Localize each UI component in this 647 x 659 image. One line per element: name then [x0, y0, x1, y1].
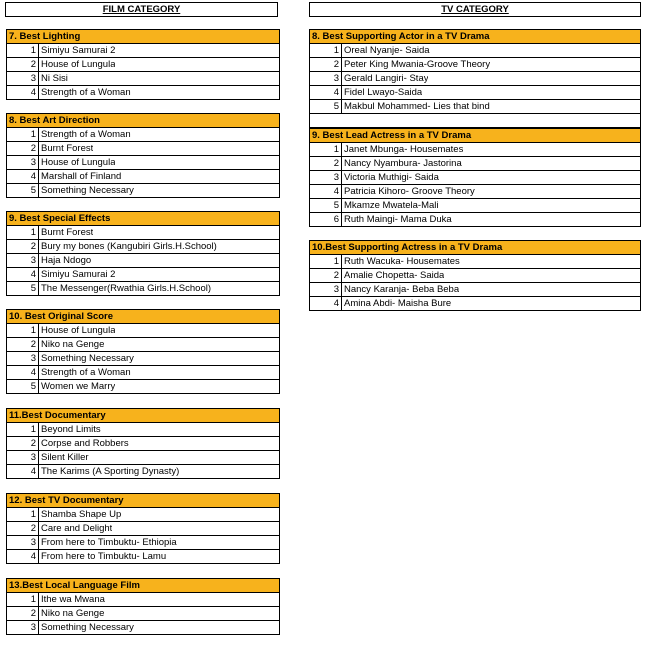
nominee-name: Amalie Chopetta- Saida [344, 270, 445, 281]
nominee-number: 3 [310, 171, 342, 184]
nominee-row [7, 338, 279, 352]
category-title: 12. Best TV Documentary [7, 494, 279, 508]
nominee-name: House of Lungula [41, 325, 116, 336]
nominee-number: 1 [7, 128, 39, 141]
category-title: 13.Best Local Language Film [7, 579, 279, 593]
nominee-row [7, 128, 279, 142]
nominee-name: Burnt Forest [41, 227, 94, 238]
nominee-name: Amina Abdi- Maisha Bure [344, 298, 452, 309]
nominee-name: Mkamze Mwatela-Mali [344, 200, 439, 211]
nominee-name: Ithe wa Mwana [41, 594, 105, 605]
nominee-name: Makbul Mohammed- Lies that bind [344, 101, 490, 112]
nominee-row [7, 593, 279, 607]
nominee-row [7, 465, 279, 479]
nominee-name: Bury my bones (Kangubiri Girls.H.School) [41, 241, 217, 252]
nominee-row [310, 100, 640, 114]
nominee-row [7, 226, 279, 240]
nominee-number: 3 [7, 352, 39, 365]
nominee-name: Ruth Maingi- Mama Duka [344, 214, 452, 225]
nominee-name: Janet Mbunga- Housemates [344, 144, 464, 155]
nominee-number: 2 [310, 269, 342, 282]
nominee-number: 1 [7, 423, 39, 436]
nominee-number: 3 [7, 254, 39, 267]
nominee-number: 3 [7, 536, 39, 549]
nominee-row [7, 282, 279, 296]
nominee-number: 1 [7, 324, 39, 337]
nominee-number: 2 [7, 522, 39, 535]
nominee-row [7, 451, 279, 465]
nominee-name: Nancy Nyambura- Jastorina [344, 158, 462, 169]
nominee-name: Shamba Shape Up [41, 509, 122, 520]
award-category [309, 240, 641, 311]
nominee-name: Niko na Genge [41, 608, 105, 619]
nominee-number: 1 [7, 593, 39, 606]
nominee-row [7, 324, 279, 338]
award-category [309, 29, 641, 128]
nominee-row [7, 240, 279, 254]
nominee-name: Nancy Karanja- Beba Beba [344, 284, 460, 295]
nominee-row [310, 213, 640, 227]
nominee-row [310, 185, 640, 199]
nominee-name: Ruth Wacuka- Housemates [344, 256, 460, 267]
nominee-name: Victoria Muthigi- Saida [344, 172, 439, 183]
nominee-name: From here to Timbuktu- Ethiopia [41, 537, 177, 548]
nominee-name: House of Lungula [41, 157, 116, 168]
nominee-row [7, 621, 279, 635]
nominee-row [7, 184, 279, 198]
nominee-number: 4 [7, 550, 39, 563]
category-title: 7. Best Lighting [7, 30, 279, 44]
nominee-row [310, 44, 640, 58]
nominee-number: 1 [7, 508, 39, 521]
nominee-name: Marshall of Finland [41, 171, 122, 182]
nominee-name: The Karims (A Sporting Dynasty) [41, 466, 180, 477]
nominee-row [310, 255, 640, 269]
nominee-number: 3 [7, 451, 39, 464]
nominee-name: Strength of a Woman [41, 87, 131, 98]
nominee-number: 1 [7, 226, 39, 239]
nominee-row [310, 171, 640, 185]
nominee-number: 1 [310, 44, 342, 57]
award-category [6, 408, 280, 479]
nominee-number: 1 [7, 44, 39, 57]
award-category [6, 309, 280, 394]
nominee-number: 4 [310, 86, 342, 99]
award-category [6, 578, 280, 635]
nominee-number: 4 [7, 170, 39, 183]
tv-category-column [309, 29, 641, 311]
nominee-row [7, 72, 279, 86]
nominee-number: 3 [7, 156, 39, 169]
film-category-column [6, 29, 280, 635]
nominee-row [7, 366, 279, 380]
award-category [6, 113, 280, 198]
nominee-row [7, 380, 279, 394]
nominee-name: Niko na Genge [41, 339, 105, 350]
nominee-row [310, 72, 640, 86]
nominee-number: 2 [310, 58, 342, 71]
nominee-number: 2 [7, 58, 39, 71]
nominee-number: 2 [7, 240, 39, 253]
nominee-row [310, 199, 640, 213]
nominee-number: 3 [310, 72, 342, 85]
nominee-name: Patricia Kihoro- Groove Theory [344, 186, 475, 197]
nominee-name: Women we Marry [41, 381, 116, 392]
nominee-name: Simiyu Samurai 2 [41, 45, 116, 56]
nominee-row [310, 157, 640, 171]
nominee-row [7, 522, 279, 536]
nominee-row [7, 156, 279, 170]
nominee-row [310, 86, 640, 100]
nominee-row [7, 536, 279, 550]
nominee-row [7, 86, 279, 100]
nominee-row [7, 508, 279, 522]
nominee-row [7, 352, 279, 366]
nominee-row [7, 607, 279, 621]
nominee-name: Corpse and Robbers [41, 438, 129, 449]
nominee-row [310, 269, 640, 283]
nominee-number: 3 [310, 283, 342, 296]
nominee-number: 6 [310, 213, 342, 226]
nominee-row [7, 142, 279, 156]
nominee-name: Something Necessary [41, 353, 134, 364]
award-category [6, 29, 280, 100]
nominee-name: Ni Sisi [41, 73, 68, 84]
nominee-name: Fidel Lwayo-Saida [344, 87, 423, 98]
nominee-number: 2 [7, 338, 39, 351]
nominee-row [310, 58, 640, 72]
nominee-row [7, 437, 279, 451]
nominee-number: 3 [7, 72, 39, 85]
award-category [6, 211, 280, 296]
category-title: 9. Best Special Effects [7, 212, 279, 226]
category-title: 11.Best Documentary [7, 409, 279, 423]
film-category-header [5, 2, 278, 17]
nominee-number: 4 [310, 297, 342, 310]
film-category-label: FILM CATEGORY [102, 4, 181, 15]
nominee-name: House of Lungula [41, 59, 116, 70]
nominee-row [7, 170, 279, 184]
nominee-number: 5 [310, 100, 342, 113]
nominee-name: Beyond Limits [41, 424, 101, 435]
nominee-name: Care and Delight [41, 523, 113, 534]
nominee-row [7, 268, 279, 282]
nominee-name: Simiyu Samurai 2 [41, 269, 116, 280]
nominee-number: 2 [7, 437, 39, 450]
empty-row [310, 114, 640, 128]
nominee-name: Something Necessary [41, 185, 134, 196]
award-category [309, 128, 641, 227]
nominee-row [7, 423, 279, 437]
category-title: 8. Best Art Direction [7, 114, 279, 128]
nominee-number: 2 [310, 157, 342, 170]
nominee-number: 5 [7, 380, 39, 393]
nominee-row [310, 297, 640, 311]
nominee-name: From here to Timbuktu- Lamu [41, 551, 167, 562]
nominee-number: 5 [7, 184, 39, 197]
award-category [6, 493, 280, 564]
nominee-name: Strength of a Woman [41, 129, 131, 140]
nominee-number: 2 [7, 142, 39, 155]
nominee-number: 1 [310, 143, 342, 156]
nominee-name: Something Necessary [41, 622, 134, 633]
nominee-number: 4 [310, 185, 342, 198]
nominee-row [7, 58, 279, 72]
nominee-row [7, 550, 279, 564]
nominee-number: 4 [7, 465, 39, 478]
nominee-number: 5 [7, 282, 39, 295]
nominee-name: Oreal Nyanje- Saida [344, 45, 430, 56]
nominee-number: 4 [7, 268, 39, 281]
nominee-row [7, 254, 279, 268]
category-title: 9. Best Lead Actress in a TV Drama [310, 129, 640, 143]
nominee-name: Gerald Langiri- Stay [344, 73, 429, 84]
tv-category-label: TV CATEGORY [441, 4, 509, 15]
nominee-number: 5 [310, 199, 342, 212]
nominee-row [310, 283, 640, 297]
nominee-name: Burnt Forest [41, 143, 94, 154]
tv-category-header [309, 2, 641, 17]
nominee-number: 4 [7, 366, 39, 379]
nominee-name: Peter King Mwania-Groove Theory [344, 59, 491, 70]
nominee-name: Silent Killer [41, 452, 89, 463]
nominee-number: 4 [7, 86, 39, 99]
nominee-number: 1 [310, 255, 342, 268]
category-title: 10. Best Original Score [7, 310, 279, 324]
nominee-row [7, 44, 279, 58]
nominee-name: Haja Ndogo [41, 255, 92, 266]
nominee-number: 2 [7, 607, 39, 620]
category-title: 8. Best Supporting Actor in a TV Drama [310, 30, 640, 44]
category-title: 10.Best Supporting Actress in a TV Drama [310, 241, 640, 255]
nominee-row [310, 143, 640, 157]
nominee-name: The Messenger(Rwathia Girls.H.School) [41, 283, 212, 294]
nominee-name: Strength of a Woman [41, 367, 131, 378]
nominee-number: 3 [7, 621, 39, 634]
